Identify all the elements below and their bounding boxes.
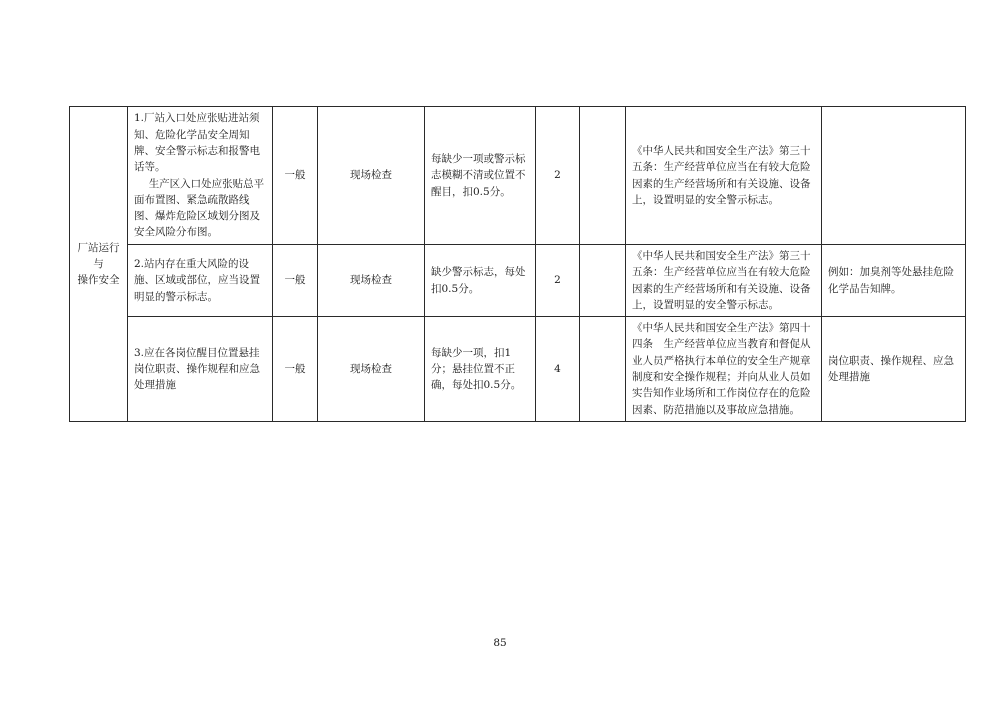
table-row — [70, 245, 966, 317]
requirement-text: 生产区入口处应张贴总平面布置图、紧急疏散路线图、爆炸危险区域划分图及安全风险分布图。 — [134, 177, 265, 239]
actual-score-cell — [580, 107, 626, 245]
method-cell: 现场检查 — [318, 107, 425, 245]
table-row — [70, 107, 966, 245]
category-line: 与 — [93, 257, 104, 270]
level-cell: 一般 — [273, 107, 318, 245]
actual-score-cell — [580, 245, 626, 317]
level-cell: 一般 — [273, 317, 318, 422]
requirement-cell — [128, 317, 273, 422]
deduction-cell: 每缺少一项或警示标志模糊不清或位置不醒目，扣0.5分。 — [425, 107, 536, 245]
score-cell: 2 — [536, 245, 580, 317]
category-cell — [70, 107, 128, 422]
page-number: 85 — [493, 637, 507, 649]
note-cell — [822, 107, 966, 245]
note-cell: 例如：加臭剂等处悬挂危险化学品告知牌。 — [822, 245, 966, 317]
legal-basis-cell: 《中华人民共和国安全生产法》第三十五条：生产经营单位应当在有较大危险因素的生产经营场所和有关设施、设备上，设置明显的安全警示标志。 — [626, 245, 822, 317]
method-cell: 现场检查 — [318, 317, 425, 422]
deduction-cell: 每缺少一项，扣1分；悬挂位置不正确，每处扣0.5分。 — [425, 317, 536, 422]
note-cell: 岗位职责、操作规程、应急处理措施 — [822, 317, 966, 422]
score-cell: 4 — [536, 317, 580, 422]
inspection-table — [69, 106, 966, 422]
category-line: 厂站运行 — [77, 241, 120, 254]
category-line: 操作安全 — [77, 274, 120, 287]
table-row — [70, 317, 966, 422]
requirement-cell — [128, 107, 273, 245]
actual-score-cell — [580, 317, 626, 422]
deduction-cell: 缺少警示标志，每处扣0.5分。 — [425, 245, 536, 317]
level-cell: 一般 — [273, 245, 318, 317]
legal-basis-cell: 《中华人民共和国安全生产法》第三十五条：生产经营单位应当在有较大危险因素的生产经营场所和有关设施、设备上，设置明显的安全警示标志。 — [626, 107, 822, 245]
score-cell: 2 — [536, 107, 580, 245]
requirement-text: 3.应在各岗位醒目位置悬挂岗位职责、操作规程和应急处理措施 — [134, 346, 260, 392]
requirement-cell — [128, 245, 273, 317]
requirement-text: 1.厂站入口处应张贴进站须知、危险化学品安全周知牌、安全警示标志和报警电话等。 — [134, 112, 260, 174]
legal-basis-cell: 《中华人民共和国安全生产法》第四十四条 生产经营单位应当教育和督促从业人员严格执行本单位的安全生产规章制度和安全操作规程；并向从业人员如实告知作业场所和工作岗位存在的危险因素、防范措施以及事故应急措施。 — [626, 317, 822, 422]
method-cell: 现场检查 — [318, 245, 425, 317]
requirement-text: 2.站内存在重大风险的设施、区域或部位，应当设置明显的警示标志。 — [134, 258, 260, 303]
